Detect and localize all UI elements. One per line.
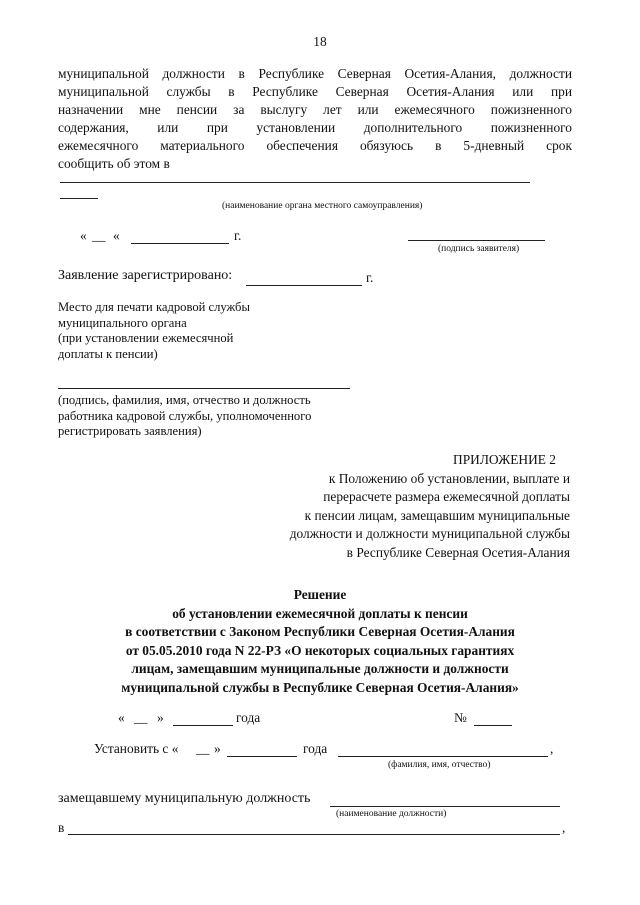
decision-line: лицам, замещавшим муниципальные должности и должности: [131, 661, 509, 676]
date-month-line: [131, 243, 229, 244]
hr-signature-caption: [58, 393, 311, 440]
decision-open-quote: «: [118, 710, 125, 725]
stamp-place-line: муниципального органа: [58, 315, 187, 330]
decision-number-line: [474, 725, 512, 726]
decision-number-label: №: [454, 710, 467, 725]
decision-year-word: года: [236, 710, 261, 725]
hr-caption-line: работника кадровой службы, уполномоченного: [58, 408, 312, 423]
appendix-line: перерасчете размера ежемесячной доплаты: [323, 489, 570, 504]
org-name-line: [60, 182, 530, 183]
fio-line: [338, 756, 548, 757]
date-close-quote: «: [113, 228, 120, 243]
appendix-line: в Республике Северная Осетия-Алания: [346, 544, 570, 560]
applicant-signature-caption: (подпись заявителя): [438, 244, 520, 254]
fio-caption: (фамилия, имя, отчество): [388, 760, 491, 770]
registered-date-line: [246, 285, 362, 286]
decision-line: об установлении ежемесячной доплаты к пенсии: [172, 605, 468, 621]
page-number: 18: [313, 34, 327, 49]
decision-title: Решение: [293, 587, 347, 602]
in-comma: ,: [562, 820, 566, 835]
position-caption: (наименование должности): [336, 809, 447, 819]
stamp-place-line: (при установлении ежемесячной: [58, 331, 234, 345]
establish-month-line: [227, 756, 297, 757]
intro-line: муниципальной службы в Республике Северная Осетия-Алания или при: [58, 84, 572, 99]
date-year-suffix: г.: [234, 228, 242, 243]
hr-caption-line: (подпись, фамилия, имя, отчество и должность: [58, 393, 311, 407]
decision-line: от 05.05.2010 года N 22-РЗ «О некоторых социальных гарантиях: [125, 642, 515, 658]
org-name-line-short: [60, 198, 98, 199]
hr-caption-line: регистрировать заявления): [58, 424, 202, 438]
stamp-place-line: доплаты к пенсии): [58, 346, 158, 361]
establish-year-word: года: [303, 741, 328, 756]
decision-line: муниципальной службы в Республике Северная Осетия-Алания»: [121, 679, 519, 695]
appendix-block: [290, 451, 570, 562]
appendix-line: к Положению об установлении, выплате и: [328, 470, 570, 486]
date-day: __: [92, 228, 106, 243]
decision-heading: [40, 586, 600, 697]
establish-close-quote: »: [214, 741, 221, 756]
position-label: замещавшему муниципальную должность: [58, 791, 311, 806]
decision-day: __: [134, 710, 148, 725]
registered-suffix: г.: [366, 270, 374, 285]
intro-line: назначении мне пенсии за выслугу лет или ежемесячного пожизненного: [58, 102, 572, 117]
position-line: [330, 806, 560, 807]
intro-line: ежемесячного материального обеспечения обязуюсь в 5-дневный срок: [58, 138, 572, 153]
in-prefix: в: [58, 820, 65, 835]
intro-line: муниципальной должности в Республике Северная Осетия-Алания, должности: [58, 66, 572, 81]
establish-day: __: [196, 741, 210, 756]
establish-comma: ,: [550, 741, 554, 756]
appendix-line: должности и должности муниципальной службы: [289, 526, 570, 541]
appendix-line: к пенсии лицам, замещавшим муниципальные: [304, 507, 570, 523]
decision-month-line: [173, 725, 233, 726]
stamp-place-line: Место для печати кадровой службы: [58, 300, 250, 314]
appendix-title: ПРИЛОЖЕНИЕ 2: [453, 452, 556, 467]
applicant-signature-line: [408, 240, 545, 241]
decision-close-quote: »: [157, 710, 164, 725]
decision-line: в соответствии с Законом Республики Северная Осетия-Алания: [125, 624, 515, 639]
establish-label: Установить с «: [94, 741, 179, 756]
intro-line: содержания, или при установлении дополнительного пожизненного: [58, 120, 572, 135]
intro-line-last: сообщить об этом в: [58, 156, 170, 171]
in-line: [68, 834, 560, 835]
org-name-caption: (наименование органа местного самоуправления): [222, 201, 423, 211]
hr-signature-line: [58, 388, 350, 389]
intro-paragraph: [58, 66, 572, 174]
date-open-quote: «: [80, 228, 87, 243]
stamp-place: [58, 300, 250, 362]
registered-label: Заявление зарегистрировано:: [58, 268, 233, 283]
